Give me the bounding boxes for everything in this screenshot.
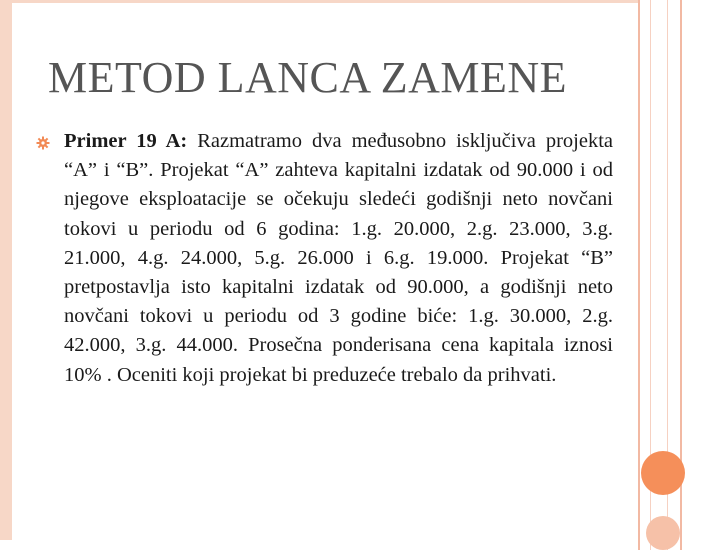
decorative-circle-large [641, 451, 685, 495]
slide-title: METOD LANCA ZAMENE [48, 53, 568, 102]
example-text: Razmatramo dva međusobno isključiva projekta “A” i “B”. Projekat “A” zahteva kapitalni izdatak od 90.000 i od njegove eksploatacije se očekuju sledeći godišnji neto novčani tokovi u periodu od 6 godina: 1.g. 20.000, 2.g. 23.000, 3.g. 21.000, 4.g. 24.000, 5.g. 26.000 i 6.g. 19.000. Projekat “B” pretpostavlja isto kapitalni izdatak od 90.000, a godišnji neto novčani tokovi u periodu od 3 godine biće: 1.g. 30.000, 2.g. 42.000, 3.g. 44.000. Prosečna ponderisana cena kapitala iznosi 10% . Oceniti koji projekat bi preduzeće trebalo da prihvati. [64, 130, 613, 386]
body-paragraph [64, 127, 613, 390]
gear-bullet-icon [36, 136, 50, 150]
example-lead: Primer 19 A: [64, 130, 188, 152]
left-decorative-band [0, 0, 12, 540]
top-decorative-band [12, 0, 638, 3]
decorative-circle-small [646, 516, 680, 550]
